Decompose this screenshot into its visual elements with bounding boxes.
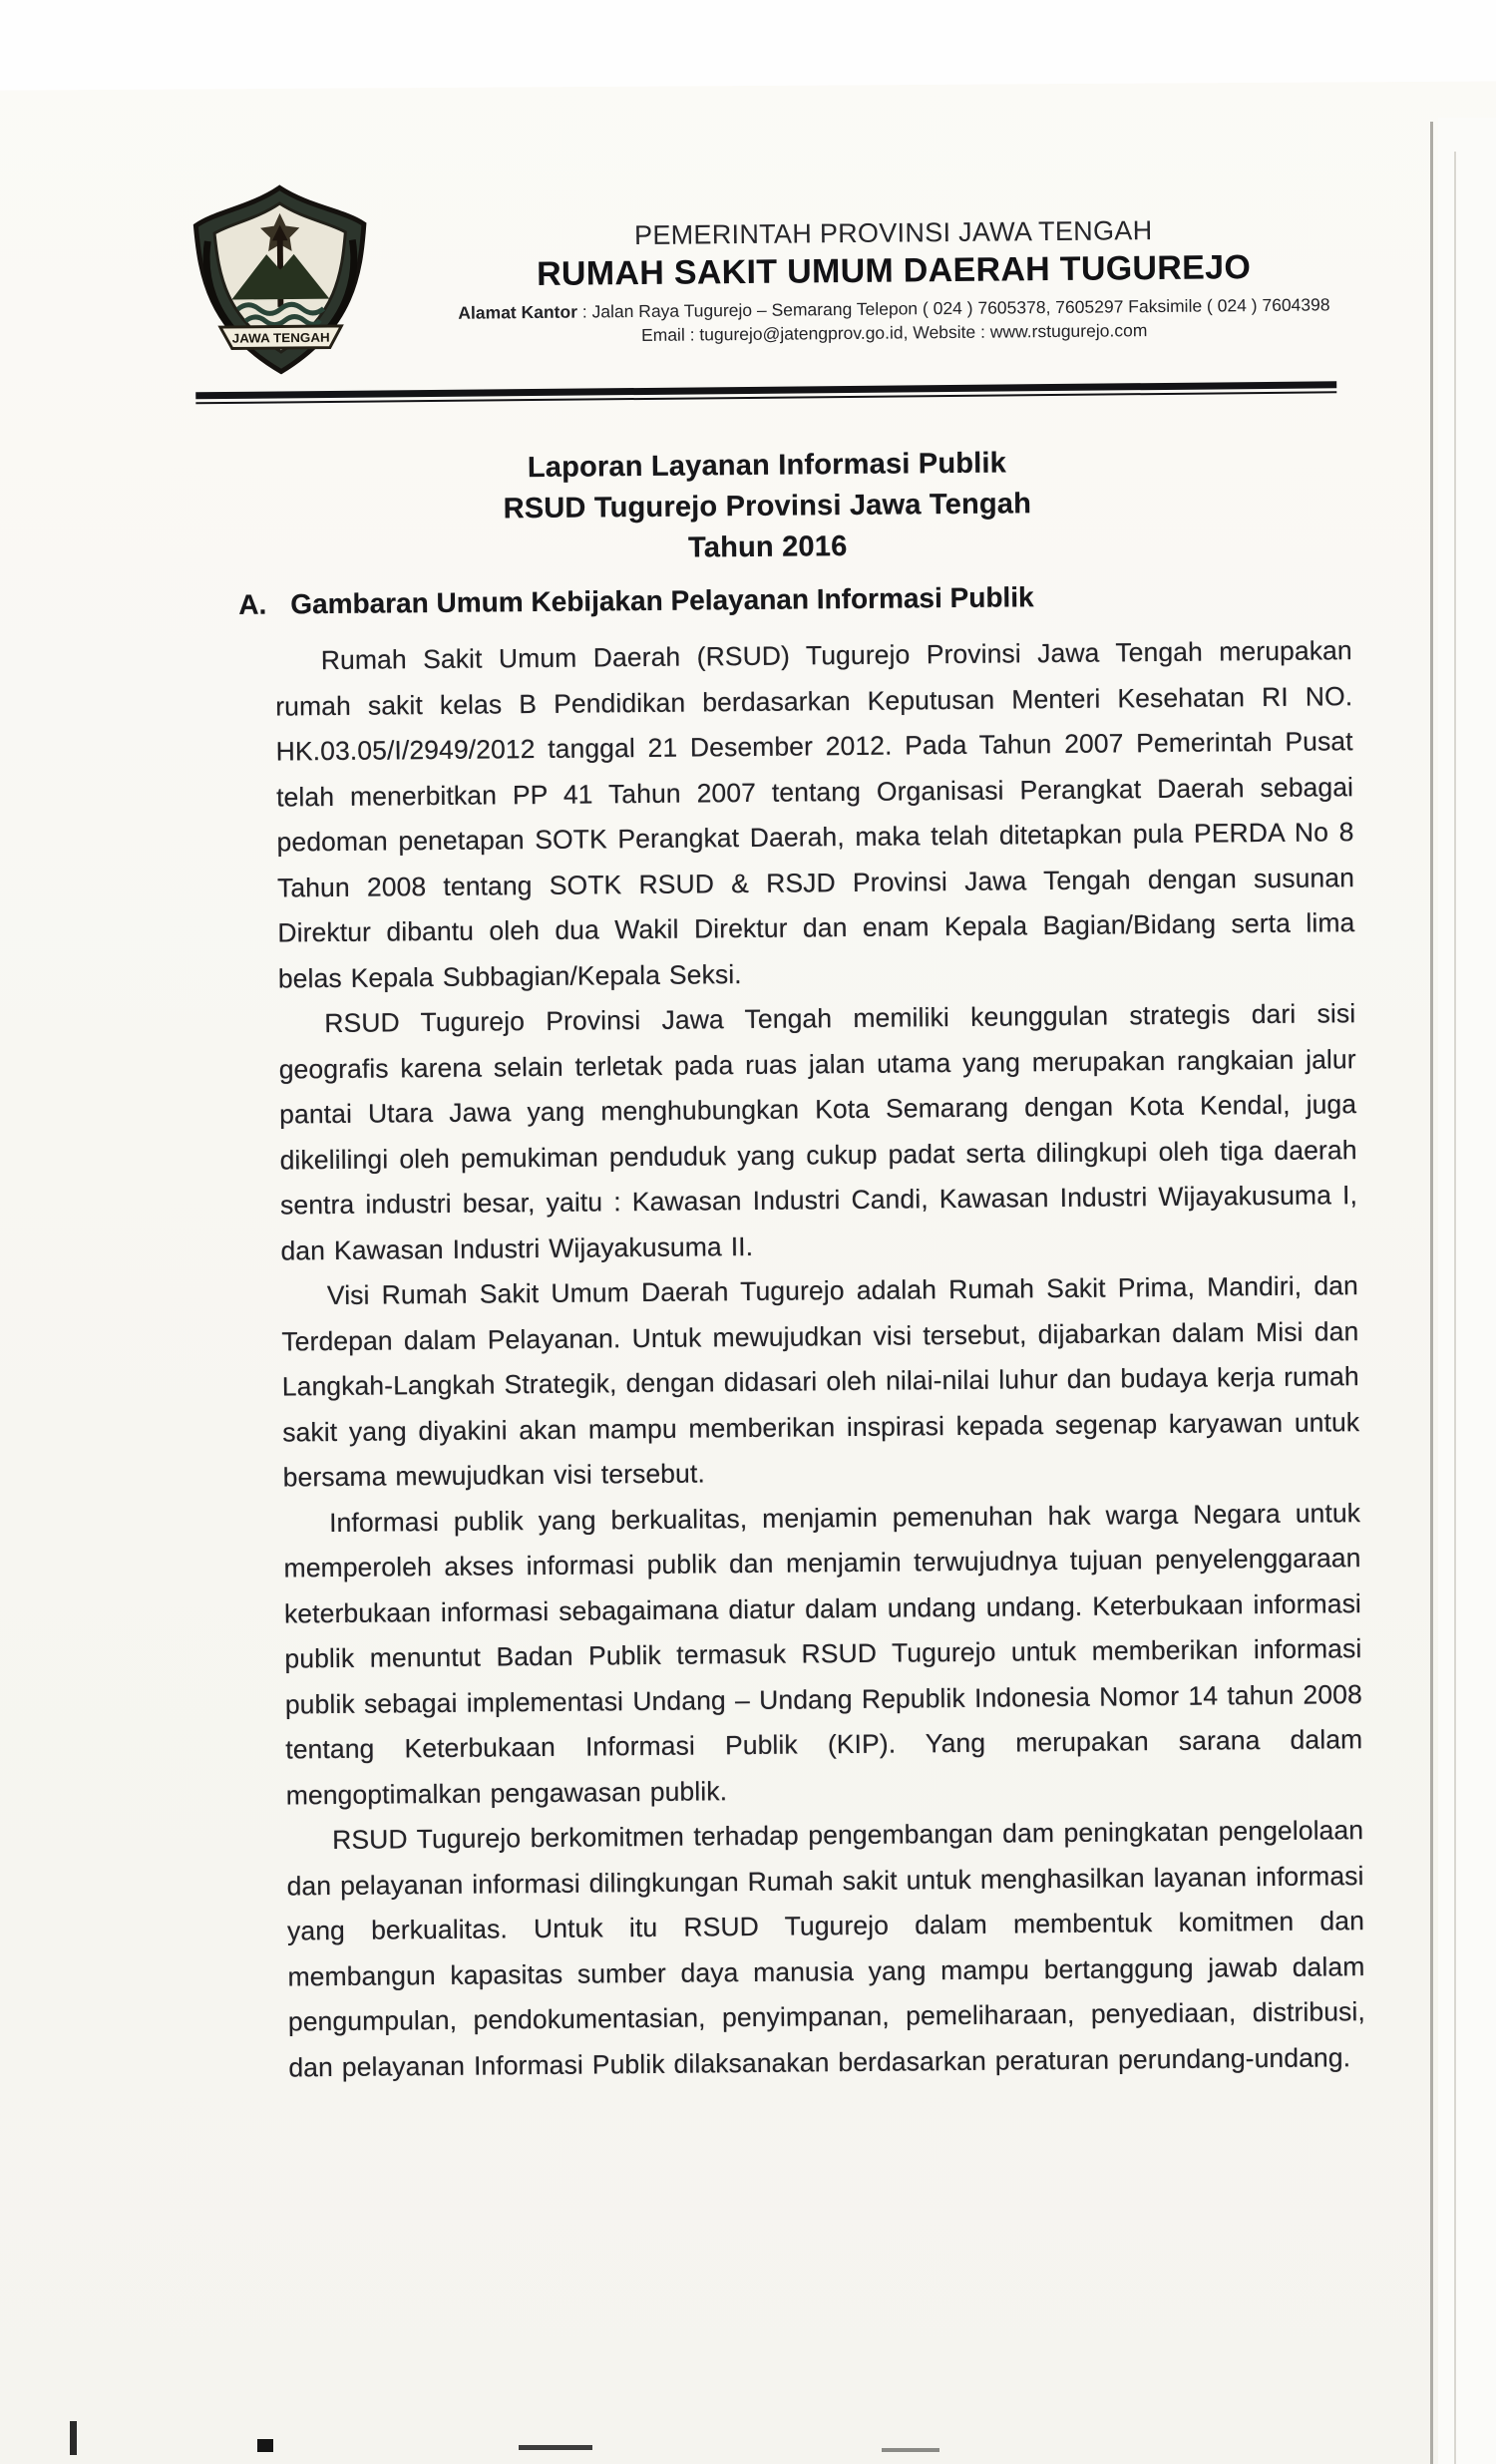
letterhead-government: PEMERINTAH PROVINSI JAWA TENGAH — [633, 215, 1153, 251]
letterhead-institution: RUMAH SAKIT UMUM DAERAH TUGUREJO — [536, 248, 1252, 293]
scan-artifact — [519, 2445, 592, 2450]
letterhead-divider — [195, 381, 1336, 399]
letterhead-address-detail: : Jalan Raya Tugurejo – Semarang Telepon ( 024 ) 7605378, 7605297 Faksimile ( 024 ) 7604398 — [581, 294, 1330, 322]
scan-artifact — [257, 2439, 273, 2452]
letterhead — [420, 213, 1368, 348]
jawa-tengah-emblem-logo — [180, 181, 381, 379]
paragraph-4: Informasi publik yang berkualitas, menjamin pemenuhan hak warga Negara untuk memperoleh akses informasi publik dan menjamin terwujudnya tujuan penyelenggaraan keterbukaan informasi sebagaimana diatur dalam undang undang. Keterbukaan informasi publik menuntut Badan Publik termasuk RSUD Tugurejo untuk memberikan informasi publik sebagai implementasi Undang – Undang Republik Indonesia Nomor 14 tahun 2008 tentang Keterbukaan Informasi Publik (KIP). Yang merupakan sarana dalam mengoptimalkan pengawasan publik. — [283, 1497, 1363, 1810]
emblem-graphic — [180, 181, 381, 379]
paragraph-3: Visi Rumah Sakit Umum Daerah Tugurejo adalah Rumah Sakit Prima, Mandiri, dan Terdepan dalam Pelayanan. Untuk mewujudkan visi tersebut, dijabarkan dalam Misi dan Langkah-Langkah Strategik, dengan didasari oleh nilai-nilai luhur dan budaya kerja rumah sakit yang diyakini akan mampu memberikan inspirasi kepada segenap karyawan untuk bersama mewujudkan visi tersebut. — [281, 1270, 1360, 1493]
title-line-1: Laporan Layanan Informasi Publik — [527, 447, 1007, 485]
paragraph-5: RSUD Tugurejo berkomitmen terhadap pengembangan dam peningkatan pengelolaan dan pelayanan informasi dilingkungan Rumah sakit untuk menghasilkan layanan informasi yang berkualitas. Untuk itu RSUD Tugurejo dalam membentuk komitmen dan membangun kapasitas sumber daya manusia yang mampu bertanggung jawab dalam pengumpulan, pendokumentasian, penyimpanan, pemeliharaan, penyediaan, distribusi, dan pelayanan Informasi Publik dilaksanakan berdasarkan peraturan perundang-undang. — [286, 1815, 1366, 2082]
letterhead-address-label: Alamat Kantor — [458, 301, 578, 323]
section-label: A. — [238, 588, 267, 620]
scan-artifact — [70, 2421, 77, 2455]
title-line-3: Tahun 2016 — [687, 530, 848, 564]
letterhead-contact: Email : tugurejo@jatengprov.go.id, Website : www.rstugurejo.com — [640, 320, 1148, 345]
paragraph-2: RSUD Tugurejo Provinsi Jawa Tengah memiliki keunggulan strategis dari sisi geografis karena selain terletak pada ruas jalan utama yang merupakan rangkaian jalur pantai Utara Jawa yang menghubungkan Kota Semarang dengan Kota Kendal, juga dikelilingi oleh pemukiman penduduk yang cukup padat serta dilingkupi oleh tiga daerah sentra industri besar, yaitu : Kawasan Industri Candi, Kawasan Industri Wijayakusuma I, dan Kawasan Industri Wijayakusuma II. — [278, 998, 1358, 1265]
section-title: Gambaran Umum Kebijakan Pelayanan Informasi Publik — [290, 581, 1034, 620]
title-line-2: RSUD Tugurejo Provinsi Jawa Tengah — [503, 488, 1032, 526]
document-body — [275, 628, 1366, 2090]
paragraph-1: Rumah Sakit Umum Daerah (RSUD) Tugurejo Provinsi Jawa Tengah merupakan rumah sakit kelas B Pendidikan berdasarkan Keputusan Menteri Kesehatan RI NO. HK.03.05/I/2949/2012 tanggal 21 Desember 2012. Pada Tahun 2007 Pemerintah Pusat telah menerbitkan PP 41 Tahun 2007 tentang Organisasi Perangkat Daerah sebagai pedoman penetapan SOTK Perangkat Daerah, maka telah ditetapkan pula PERDA No 8 Tahun 2008 tentang SOTK RSUD & RSJD Provinsi Jawa Tengah dengan susunan Direktur dibantu oleh dua Wakil Direktur dan enam Kepala Bagian/Bidang serta lima belas Kepala Subbagian/Kepala Seksi. — [275, 635, 1355, 994]
scan-artifact — [882, 2448, 939, 2452]
emblem-ribbon-text: JAWA TENGAH — [231, 329, 325, 346]
section-heading — [238, 581, 1034, 621]
document-title — [196, 440, 1338, 573]
